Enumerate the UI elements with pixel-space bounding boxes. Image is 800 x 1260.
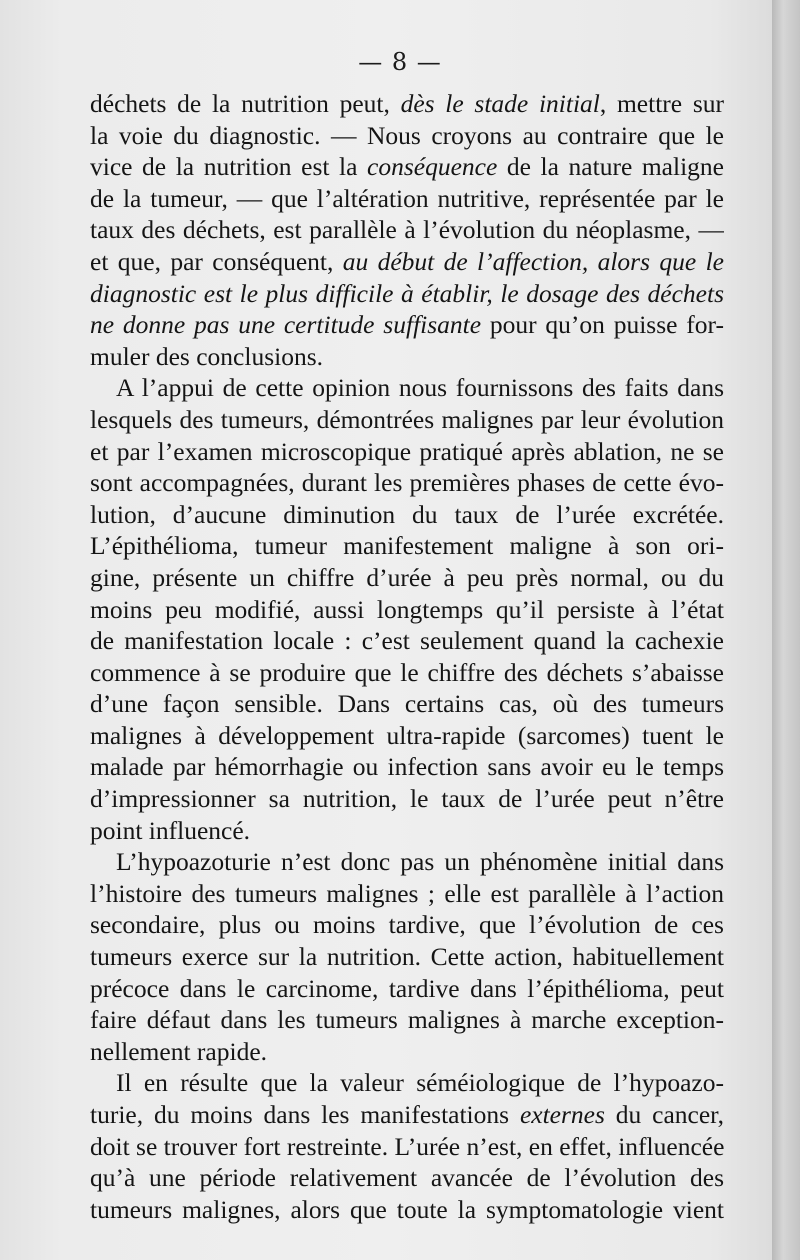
text-segment: pour qu’on puisse for-	[481, 310, 724, 340]
text-segment: d’impressionner sa nutrition, le taux de l’urée peut n’être	[90, 784, 724, 814]
italic-text-segment: diagnostic est le plus difficile à établir, le dosage des déchets	[90, 278, 724, 308]
text-line	[90, 783, 724, 815]
text-line	[90, 467, 724, 499]
text-line	[90, 688, 724, 720]
text-segment: du cancer,	[604, 1100, 724, 1129]
italic-text-segment: dès le stade initial	[400, 89, 600, 118]
text-segment: L’épithélioma, tumeur manifestement maligne à son ori-	[90, 531, 724, 561]
text-segment: sont accompagnées, durant les premières phases de cette évo-	[90, 468, 724, 498]
text-segment: malade par hémorrhagie ou infection sans avoir eu le temps	[90, 752, 724, 782]
text-line	[90, 1194, 724, 1226]
text-line	[90, 751, 724, 783]
text-segment: Il en résulte que la valeur séméiologique de l’hypoazo-	[116, 1068, 724, 1098]
text-line	[90, 1004, 724, 1036]
text-line	[90, 815, 724, 847]
text-line	[90, 1067, 724, 1099]
text-line	[90, 909, 724, 941]
text-segment: muler des conclusions.	[90, 341, 323, 371]
text-line	[90, 151, 724, 183]
text-segment: précoce dans le carcinome, tardive dans l’épithélioma, peut	[90, 973, 724, 1003]
text-segment: point influencé.	[90, 815, 251, 845]
text-line	[90, 594, 724, 626]
text-segment: l’histoire des tumeurs malignes ; elle est parallèle à l’action	[90, 878, 724, 908]
text-line	[90, 941, 724, 973]
text-line	[90, 1099, 724, 1131]
text-line	[90, 530, 724, 562]
text-segment: taux des déchets, est parallèle à l’évolution du néoplasme, —	[90, 215, 724, 245]
text-segment: de la tumeur, — que l’altération nutritive, représentée par le	[90, 183, 724, 213]
text-line	[90, 372, 724, 404]
text-line	[90, 1131, 724, 1163]
text-line	[90, 1036, 724, 1068]
text-line	[90, 341, 724, 373]
text-segment: secondaire, plus ou moins tardive, que l’évolution de ces	[90, 910, 724, 940]
text-segment: gine, présente un chiffre d’urée à peu près normal, ou du	[90, 562, 724, 592]
text-line	[90, 436, 724, 468]
text-segment: commence à se produire que le chiffre des déchets s’abaisse	[90, 657, 724, 687]
text-line	[90, 120, 724, 152]
text-segment: d’une façon sensible. Dans certains cas, où des tumeurs	[90, 689, 724, 719]
text-line	[90, 562, 724, 594]
text-line	[90, 499, 724, 531]
text-segment: et que, par conséquent,	[90, 246, 343, 276]
text-line	[90, 973, 724, 1005]
text-segment: malignes à développement ultra-rapide (sarcomes) tuent le	[90, 720, 724, 750]
text-line	[90, 878, 724, 910]
text-line	[90, 625, 724, 657]
text-segment: turie, du moins dans les manifestations	[90, 1100, 520, 1129]
text-line	[90, 214, 724, 246]
text-segment: vice de la nutrition est la	[90, 152, 368, 182]
text-segment: L’hypoazoturie n’est donc pas un phénomène initial dans	[116, 847, 724, 877]
text-line	[90, 309, 724, 341]
page-number: — 8 —	[358, 48, 442, 76]
text-segment: lesquels des tumeurs, démontrées malignes par leur évolution	[90, 404, 724, 434]
text-segment: de la nature maligne	[497, 152, 724, 182]
text-line	[90, 846, 724, 878]
italic-text-segment: externes	[519, 1100, 605, 1129]
text-line	[90, 278, 724, 310]
text-segment: A l’appui de cette opinion nous fournissons des faits dans	[116, 373, 724, 403]
text-segment: , mettre sur	[599, 89, 724, 118]
text-segment: lution, d’aucune diminution du taux de l’urée excrétée.	[90, 499, 724, 529]
body-text	[90, 88, 724, 1225]
text-line	[90, 88, 724, 120]
text-segment: tumeurs exerce sur la nutrition. Cette action, habituellement	[90, 942, 724, 972]
italic-text-segment: conséquence	[367, 152, 498, 182]
text-segment: moins peu modifié, aussi longtemps qu’il persiste à l’état	[90, 594, 724, 624]
text-line	[90, 1162, 724, 1194]
text-segment: faire défaut dans les tumeurs malignes à marche exception-	[90, 1005, 724, 1035]
text-segment: de manifestation locale : c’est seulement quand la cachexie	[90, 626, 724, 656]
text-segment: déchets de la nutrition peut,	[90, 89, 401, 118]
text-line	[90, 183, 724, 215]
text-segment: et par l’examen microscopique pratiqué après ablation, ne se	[90, 436, 724, 466]
italic-text-segment: au début de l’affection, alors que le	[342, 246, 724, 276]
italic-text-segment: ne donne pas une certitude suffisante	[90, 310, 482, 340]
text-line	[90, 657, 724, 689]
text-segment: tumeurs malignes, alors que toute la symptomatologie vient	[90, 1194, 724, 1224]
text-segment: doit se trouver fort restreinte. L’urée n’est, en effet, influencée	[90, 1131, 724, 1161]
text-line	[90, 404, 724, 436]
text-segment: qu’à une période relativement avancée de l’évolution des	[90, 1163, 724, 1193]
text-segment: la voie du diagnostic. — Nous croyons au contraire que le	[90, 120, 724, 150]
text-line	[90, 246, 724, 278]
page-edge-shadow	[772, 0, 800, 1260]
text-segment: nellement rapide.	[90, 1036, 268, 1066]
text-line	[90, 720, 724, 752]
